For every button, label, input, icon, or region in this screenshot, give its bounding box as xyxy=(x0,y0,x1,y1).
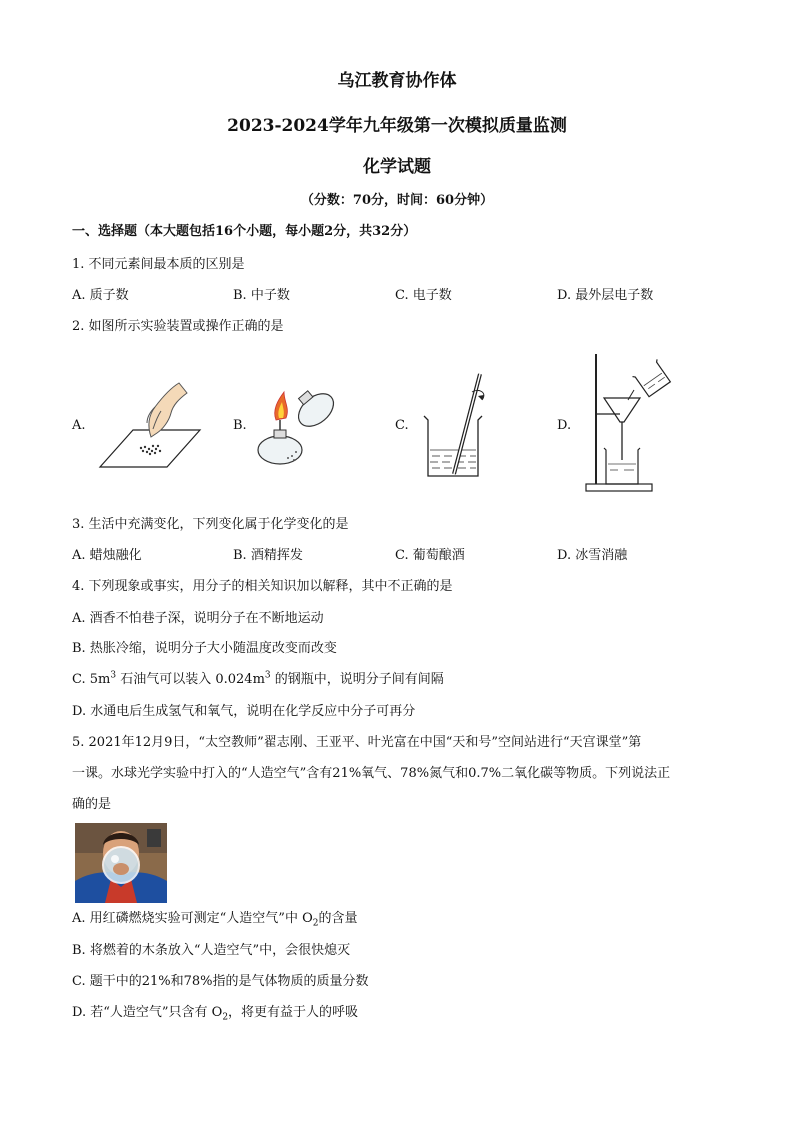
exam-title: 2023-2024学年九年级第一次模拟质量监测 xyxy=(227,116,567,136)
q1-option-d: D. 最外层电子数 xyxy=(557,288,654,303)
q4-option-b: B. 热胀冷缩，说明分子大小随温度改变而改变 xyxy=(72,641,337,656)
q3-option-a: A. 蜡烛融化 xyxy=(72,548,142,563)
q5-option-d: D. 若“人造空气”只含有 $O_2$，将更有益于人的呼吸 xyxy=(72,1005,359,1023)
exam-organization: 乌江教育协作体 xyxy=(337,71,457,91)
q3-option-b: B. 酒精挥发 xyxy=(233,548,303,563)
q5-option-a: A. 用红磷燃烧实验可测定“人造空气”中 $O_2$的含量 xyxy=(72,911,358,929)
question-5-line-1: 5. 2021年12月9日，“太空教师”翟志刚、王亚平、叶光富在中国“天和号”空间站进行“天宫课堂”第 xyxy=(72,735,642,750)
q1-option-b: B. 中子数 xyxy=(233,288,290,303)
question-5-line-2: 一课。水球光学实验中打入的“人造空气”含有21%氧气、78%氮气和0.7%二氧化碳等物质。下列说法正 xyxy=(72,766,671,781)
question-4-stem: 4. 下列现象或事实，用分子的相关知识加以解释，其中不正确的是 xyxy=(72,579,453,594)
astronaut-water-ball-photo xyxy=(75,823,167,903)
figure-b-alcohol-lamp xyxy=(248,380,343,472)
q4-option-d: D. 水通电后生成氢气和氧气，说明在化学反应中分子可再分 xyxy=(72,704,416,719)
subject-title: 化学试题 xyxy=(363,157,431,177)
q3-option-d: D. 冰雪消融 xyxy=(557,548,628,563)
question-2-stem: 2. 如图所示实验装置或操作正确的是 xyxy=(72,319,284,334)
q2-label-c: C. xyxy=(395,418,409,433)
q1-option-c: C. 电子数 xyxy=(395,288,452,303)
question-1-stem: 1. 不同元素间最本质的区别是 xyxy=(72,257,245,272)
figure-d-filtration-setup xyxy=(582,352,674,497)
q3-option-c: C. 葡萄酿酒 xyxy=(395,548,465,563)
score-time: （分数：70分，时间：60分钟） xyxy=(300,193,494,208)
q4-option-a: A. 酒香不怕巷子深，说明分子在不断地运动 xyxy=(72,611,324,626)
q5-option-c: C. 题干中的21%和78%指的是气体物质的质量分数 xyxy=(72,974,369,989)
figure-a-powder-on-paper xyxy=(95,375,205,470)
figure-c-beaker-stirring xyxy=(418,370,498,480)
q2-label-b: B. xyxy=(233,418,247,433)
q1-option-a: A. 质子数 xyxy=(72,288,129,303)
question-3-stem: 3. 生活中充满变化，下列变化属于化学变化的是 xyxy=(72,517,349,532)
q2-label-a: A. xyxy=(72,418,86,433)
q4-option-c: C. $5m^3$ 石油气可以装入 $0.024m^3$ 的钢瓶中，说明分子间有间隔 xyxy=(72,670,444,687)
q2-label-d: D. xyxy=(557,418,572,433)
section-heading: 一、选择题（本大题包括16个小题，每小题2分，共32分） xyxy=(72,224,417,239)
q5-option-b: B. 将燃着的木条放入“人造空气”中，会很快熄灭 xyxy=(72,943,351,958)
question-5-line-3: 确的是 xyxy=(72,797,112,812)
